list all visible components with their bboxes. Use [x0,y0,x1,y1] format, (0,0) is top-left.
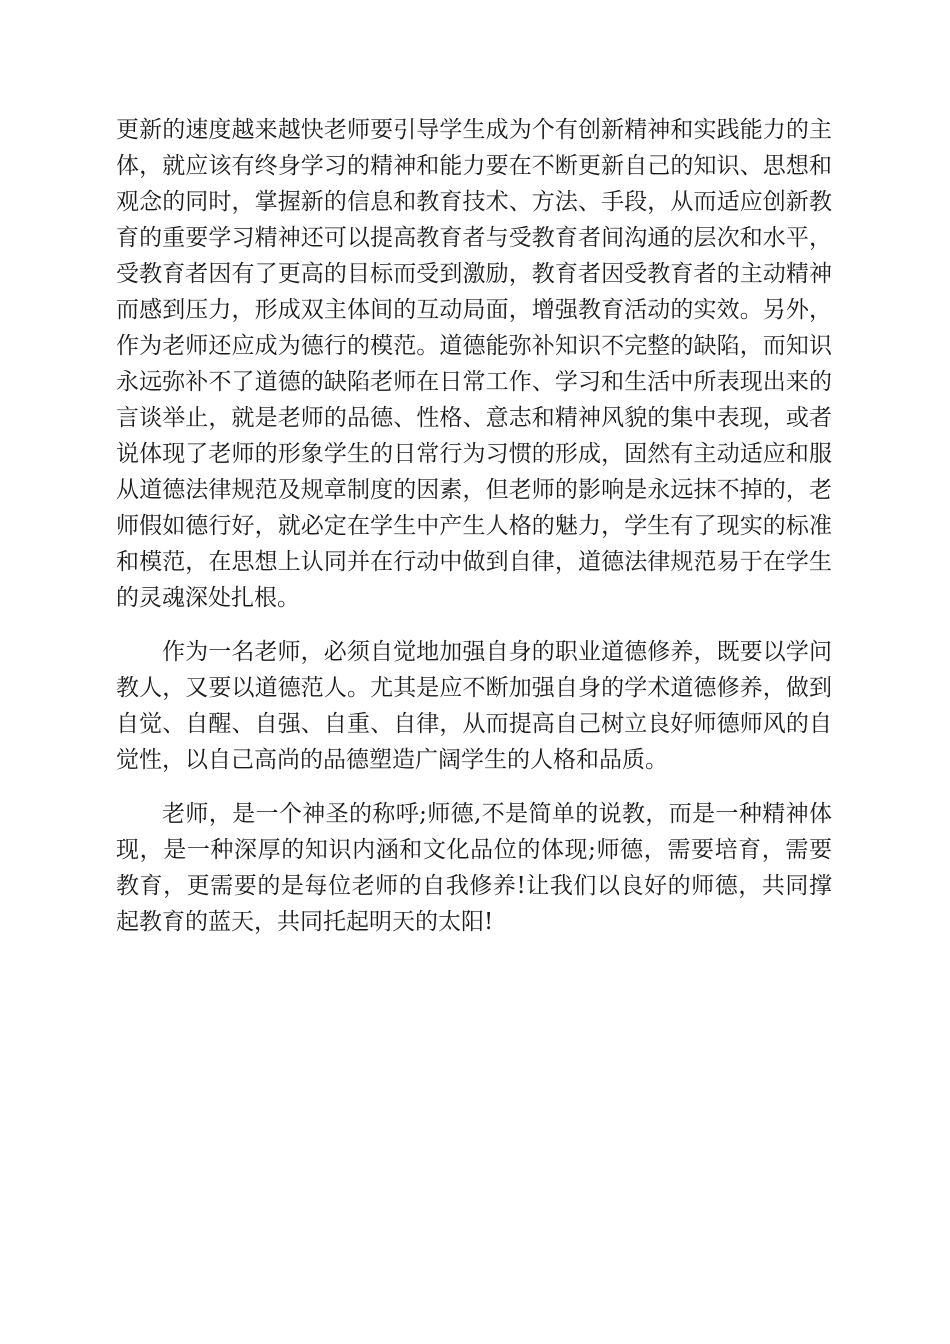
paragraph-2: 作为一名老师，必须自觉地加强自身的职业道德修养，既要以学问教人，又要以道德范人。尤其是应不断加强自身的学术道德修养，做到自觉、自醒、自强、自重、自律，从而提高自己树立良好师德师风的自觉性，以自己高尚的品德塑造广阔学生的人格和品质。 [116,639,832,773]
paragraph-3: 老师，是一个神圣的称呼;师德,不是简单的说教，而是一种精神体现，是一种深厚的知识内涵和文化品位的体现;师德，需要培育，需要教育，更需要的是每位老师的自我修养!让我们以良好的师德，共同撑起教育的蓝天，共同托起明天的太阳! [116,801,832,935]
document-body [116,112,832,940]
paragraph-1: 更新的速度越来越快老师要引导学生成为个有创新精神和实践能力的主体，就应该有终身学习的精神和能力要在不断更新自己的知识、思想和观念的同时，掌握新的信息和教育技术、方法、手段，从而适应创新教育的重要学习精神还可以提高教育者与受教育者间沟通的层次和水平，受教育者因有了更高的目标而受到激励，教育者因受教育者的主动精神而感到压力，形成双主体间的互动局面，增强教育活动的实效。另外，作为老师还应成为德行的模范。道德能弥补知识不完整的缺陷，而知识永远弥补不了道德的缺陷老师在日常工作、学习和生活中所表现出来的言谈举止，就是老师的品德、性格、意志和精神风貌的集中表现，或者说体现了老师的形象学生的日常行为习惯的形成，固然有主动适应和服从道德法律规范及规章制度的因素，但老师的影响是永远抹不掉的，老师假如德行好，就必定在学生中产生人格的魅力，学生有了现实的标准和模范，在思想上认同并在行动中做到自律，道德法律规范易于在学生的灵魂深处扎根。 [116,117,832,611]
